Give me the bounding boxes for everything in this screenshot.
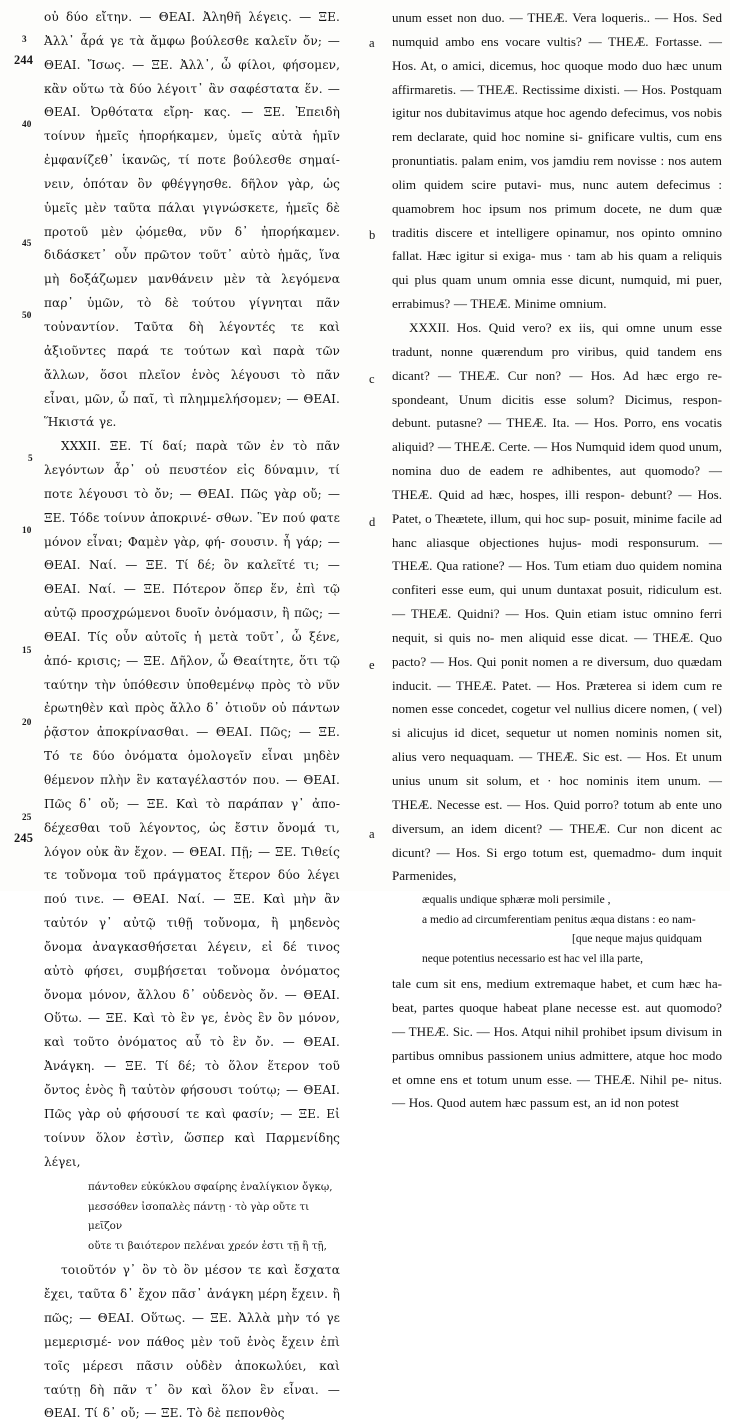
latin-line: Hos. At, o amici, dicemus, hoc quoque modo duo hæc [392, 57, 688, 73]
greek-line: — ΞΕ. Ἀλλ᾽, ὦ φίλοι, φήσομεν, κἂν οὕτω τὰ δύο [44, 57, 341, 96]
latin-line: dicant? — THEÆ. Cur non? — Hos. Ad hæc ergo re- [392, 367, 722, 383]
latin-line: — THEÆ. Sic. — Hos. Atqui nihil prohibet ipsum divisum [392, 1023, 708, 1039]
line-number-3: 3 [22, 34, 27, 44]
latin-line: quomodo? — THEÆ. Quid ad hæc, hospes, illi respon- [392, 463, 722, 502]
latin-line: duntaxat posuit, ridiculum est. — THEÆ. Quidni? — [392, 582, 722, 622]
latin-verse-line-runover: [que neque majus quidquam [572, 933, 702, 946]
latin-line: beat, partes quoque habeat plane necesse est. aut quomodo? [392, 1000, 722, 1016]
greek-line: κρισις; — ΞΕ. Δῆλον, ὦ Θεαίτητε, ὅτι τῷ ταύτην [44, 653, 340, 692]
greek-line: ΘΕΑΙ. Πῶς δ᾽ οὔ; — ΞΕ. Καὶ τὸ παράπαν γ᾽ ἀπο- [44, 773, 340, 811]
latin-line: men aliquid esse dicat. — THEÆ. Quo pacto? — Hos. Qui [392, 629, 722, 669]
greek-line: εἶναι. — ΘΕΑΙ. Τί δ᾽ οὔ; — ΞΕ. Τὸ δὲ πεπονθὸς [44, 1382, 340, 1421]
latin-line: gnificare vultis, cum ens pronuntiatis. palam enim, vos [392, 129, 722, 169]
line-number-50: 50 [22, 310, 32, 320]
latin-line: defecimus, vos nobis rem declarate, quid hoc nomine si- [392, 105, 722, 145]
stephanus-letter-e: e [369, 658, 375, 672]
greek-line: τοιοῦτόν γ᾽ ὂν τὸ ὂν μέσον τε καὶ ἔσχατα ἔχει, ταῦτα [44, 1263, 340, 1302]
latin-line: vocatis aliquid? — THEÆ. Certe. — Hos Numquid idem [392, 415, 722, 455]
greek-line: οὐ δύο εἴτην. — ΘΕΑΙ. Ἀληθῆ λέγεις. — ΞΕ. Ἀλλ᾽ [44, 10, 340, 48]
greek-line: ἔχον. — ΘΕΑΙ. Πῇ; — ΞΕ. Τιθείς τε τοὔνομα τοῦ [44, 844, 340, 883]
latin-line: posuit, minime facile ad hanc aliasque objectiones hujus- [392, 510, 722, 550]
greek-line: ἡμᾶς, ἵνα μὴ δοξάζωμεν μανθάνειν μὲν τὰ λεγόμενα [44, 248, 340, 287]
stephanus-page-245: 245 [14, 831, 34, 845]
greek-line: παρ᾽ ὑμῶν, τὸ δὲ τούτου γίγνηται πᾶν τοὐναντίον. [44, 296, 340, 334]
greek-line: κας. — ΞΕ. Ἐπειδὴ τοίνυν ἡμεῖς ἠπορήκαμεν, ὑμεῖς [44, 105, 340, 144]
latin-line: unum esset non duo. — THEÆ. Vera loqueris.. — Hos. Sed [392, 10, 722, 25]
latin-line: debunt? — Hos. Patet, o Theætete, illum, qui hoc sup- [392, 486, 722, 526]
latin-line: Hos. Postquam igitur nos dubitavimus atque hoc agendo [392, 81, 722, 121]
greek-text-block-1 [44, 6, 340, 435]
latin-line: modo et omne ens et totum unum esse. — THEÆ. Nihil pe- [392, 1047, 722, 1087]
stephanus-letter-d: d [369, 515, 376, 529]
latin-line: mus, nunc autem defecimus : quamobrem hoc ipsum nos [392, 176, 723, 216]
greek-verse-line: οὔτε τι βαιότερον πελέναι χρεόν ἐστι τῇ ἢ τῇ, [88, 1239, 327, 1252]
latin-text-block-2 [392, 316, 722, 888]
latin-line: mus · tam ab his quam a reliquis qui plus quam unum [392, 248, 722, 288]
greek-line: νον πάθος μὲν τοῦ ἑνὸς ἔχειν ἐπὶ τοῖς μέρεσι πᾶσιν [44, 1334, 340, 1373]
latin-line: ponit nomen a re diversum, duo quædam inducit. — [392, 653, 722, 693]
stephanus-letter-a2: a [369, 827, 375, 841]
greek-line: ΘΕΑΙ. Οὕτως. — ΞΕ. Ἀλλὰ μὴν τό γε μεμερισμέ- [44, 1311, 341, 1349]
latin-verse-line: a medio ad circumferentiam penitus æqua distans : eo nam- [422, 913, 696, 926]
latin-line: dum inquit Parmenides, [392, 844, 722, 884]
latin-line: quod unum, nomina duo de eadem re adhibentes, aut [392, 439, 722, 479]
greek-line: εἶναι μηδὲν θέμενον πλὴν ἓν καταγέλαστόν που. — [44, 749, 340, 787]
latin-line: etiam duo quidem nomina confiteri esse eum, qui unum [392, 558, 722, 598]
latin-line: nitus. — Hos. Quod autem hæc passum est, an id non potest [392, 1071, 722, 1111]
latin-line: ente uno diversum, an idem dicent? — THEÆ. Cur non [392, 796, 722, 836]
latin-line: esse concedet, cogetur vel nullius dicere nomen, ( vel) [431, 701, 722, 717]
greek-line: λέγοιτ᾽ ἂν σαφέστατα ἕν. — ΘΕΑΙ. Ὀρθότατα εἴρη- [44, 81, 340, 120]
stephanus-letter-c: c [369, 372, 375, 386]
latin-verse-quotation [392, 891, 722, 969]
greek-line: πράγματος ἕτερον δύο λέγει πού τινε. — ΘΕΑΙ. Ναί. [44, 868, 340, 907]
greek-text-block-3 [44, 1259, 340, 1426]
greek-line: ἆρά γε τὰ ἄμφω βούλεσθε καλεῖν ὄν; — ΘΕΑΙ. Ἴσως. [44, 33, 340, 72]
greek-line: δ᾽ ἔχον πᾶσ᾽ ἀνάγκη μέρη ἔχειν. ἢ πῶς; — [44, 1287, 341, 1326]
latin-line: THEÆ. Patet. — Hos. Præterea si idem cum re nomen [392, 677, 723, 717]
greek-verse-line: πάντοθεν εὐκύκλου σφαίρης ἐναλίγκιον ὄγκῳ, [88, 1181, 333, 1194]
greek-text-block-2 [44, 435, 340, 1174]
greek-line: καὶ παρὰ τῶν ἄλλων, ὅσοι πλεῖον ἑνὸς λέγουσι τὸ [44, 343, 340, 382]
latin-line: opinamur, nos opinto omnino fallat. Hæc igitur si exiga- [392, 224, 722, 264]
line-number-25: 25 [22, 812, 32, 822]
latin-line: omnia esse dicunt, numquid, mi puer, errabimus? — [392, 272, 722, 312]
latin-line: — THEÆ. Necesse est. — Hos. Quid porro? totum ab [392, 773, 722, 812]
latin-line: dicent ac dicunt? — Hos. Si ergo totum est, quemadmo- [392, 820, 722, 860]
line-number-10: 10 [22, 525, 32, 535]
latin-line: numquid ambo ens vocare vultis? — THEÆ. Fortasse. — [392, 33, 722, 49]
greek-line: — ΘΕΑΙ. Πῶς; — ΞΕ. Τό τε δύο ὀνόματα ὁμολογεῖν [44, 725, 340, 764]
greek-line: XXXII. ΞΕ. Τί δαί; παρὰ τῶν ἐν τὸ πᾶν λεγόντων [44, 439, 340, 478]
greek-line: νῦν δ᾽ ἠπορήκαμεν. διδάσκετ᾽ οὖν πρῶτον τοῦτ᾽ αὐτὸ [44, 224, 341, 263]
greek-line: ΘΕΑΙ. Ἥκιστά γε. [44, 391, 340, 430]
greek-verse-quotation [44, 1178, 340, 1256]
greek-line: ἓν γε, ἑνὸς ἓν ὂν μόνον, καὶ τοῦτο ὀνόματος αὖ τὸ ἓν ὄν. [44, 1011, 340, 1050]
greek-line: δέχεσθαι τοῦ λέγοντος, ὡς ἔστιν ὄνομά τι, λόγον οὐκ ἂν [44, 820, 340, 859]
greek-line: ἄλλου δ᾽ οὐδενὸς ὄν. — ΘΕΑΙ. Οὕτω. — ΞΕ. Καὶ τὸ [44, 987, 341, 1026]
greek-line: φήσει, συμβήσεται τοὔνομα ὀνόματος ὄνομα μόνον, [44, 963, 341, 1002]
greek-line: — ΘΕΑΙ. Τίς οὖν αὐτοῖς ἡ μετὰ τοῦτ᾽, ὦ ξένε, ἀπό- [44, 606, 341, 668]
latin-verse-line: neque potentius necessario est hac vel illa parte, [422, 952, 643, 965]
line-number-20: 20 [22, 717, 32, 727]
greek-verse-line: μεσσόθεν ἰσοπαλὲς πάντῃ · τὸ γὰρ οὔτε τι μεῖζον [88, 1200, 310, 1233]
stephanus-letter-b: b [369, 228, 376, 242]
latin-verse-line: æqualis undique sphæræ moli persimile , [422, 894, 611, 907]
greek-line: πᾶν εἶναι, μῶν, ὦ παῖ, τὶ πλημμελήσομεν; — [44, 367, 340, 406]
greek-line: ἆρ᾽ οὐ πευστέον εἰς δύναμιν, τί ποτε λέγουσι τὸ ὄν; — [44, 463, 341, 501]
latin-text-block-3 [392, 972, 722, 1115]
greek-line: τὴν ὑπόθεσιν ὑποθεμένῳ πρὸς τὸ νῦν ἐρωτηθὲν καὶ [44, 677, 340, 716]
latin-line: Hos. Quin etiam istuc omnino ferri nequit, si quis no- [392, 606, 722, 645]
greek-line: — ΞΕ. Καὶ μὴν ἂν ταὐτόν γ᾽ αὐτῷ τιθῇ τοὔνομα, ἢ [44, 892, 340, 931]
latin-line: tradunt, nonne quærendum pro viribus, quid tandem ens [392, 343, 722, 359]
latin-line: primum docete, ne dum quæ traditis discere et intelligere [392, 200, 722, 240]
latin-line: in partibus omnibus passionem unius admittere, atque hoc [392, 1023, 722, 1063]
line-number-40: 40 [22, 119, 32, 129]
latin-line: unum unius unum sit solum, et · hoc nominis item unum. [392, 749, 722, 788]
latin-line: debunt. putasne? — THEÆ. Ita. — Hos. Porro, ens [392, 415, 680, 431]
latin-line: si alicujus id dicet, sequetur ut nomen nominis nomen [392, 725, 700, 741]
greek-line: — ΘΕΑΙ. Ἀνάγκη. — ΞΕ. Τί δέ; τὸ ὅλον ἕτερον τοῦ [44, 1035, 341, 1074]
latin-line: unum affirmaretis. — THEÆ. Rectissime dixisti. — [392, 57, 722, 97]
latin-line: sit, alius vero nequaquam. — THEÆ. Sic est. — Hos. Et [392, 725, 722, 765]
latin-line: modi responsurum. — THEÆ. Qua ratione? — Hos. Tum [392, 534, 722, 574]
latin-line: THEÆ. Minime omnium. [470, 296, 607, 312]
stephanus-page-244: 244 [14, 53, 34, 67]
line-number-15: 15 [22, 645, 32, 655]
latin-column [368, 0, 730, 1111]
greek-line: ἐπὶ τῷ αὐτῷ προσχρώμενοι δυοῖν ὀνόμασιν, ἢ πῶς; [44, 582, 341, 621]
greek-line: ἐστὶν, ὥσπερ καὶ Παρμενίδης λέγει, [44, 1130, 340, 1169]
greek-line: νειν, ὁπόταν ὂν φθέγγησθε. δῆλον γὰρ, ὡς ὑμεῖς μὲν [44, 176, 340, 215]
greek-line: πρὸς ἄλλο δ᾽ ὁτιοῦν οὐ πάντων ῥᾷστον ἀποκρίνασθαι. [44, 701, 341, 740]
greek-line: μηδενὸς ὄνομα ἀναγκασθήσεται λέγειν, εἰ δέ τινος αὐτὸ [44, 916, 340, 978]
greek-line: ὄντος ἑνὸς ἢ ταὐτὸν φήσουσι τούτῳ; — ΘΕΑΙ. Πῶς [44, 1082, 340, 1121]
latin-line: spondeant, Unum dicitis esse solum? Dicimus, respon- [392, 391, 722, 407]
latin-text-block-1 [392, 6, 722, 316]
latin-line: jamdiu rem novisse : nos autem olim quidem scire putavi- [392, 153, 722, 192]
line-number-5: 5 [28, 453, 33, 463]
greek-line: οὐδὲν ἀποκωλύει, καὶ ταύτῃ δὴ πᾶν τ᾽ ὂν καὶ ὅλον ἓν [44, 1358, 340, 1397]
greek-line: καλεῖτέ τι; — ΘΕΑΙ. Ναί. — ΞΕ. Πότερον ὅπερ ἕν, [44, 558, 340, 597]
greek-line: σουσιν. ἦ γάρ; — ΘΕΑΙ. Ναί. — ΞΕ. Τί δέ; ὂν [44, 534, 340, 573]
greek-line: ταῦτα πάλαι γιγνώσκετε, ἡμεῖς δὲ προτοῦ μὲν ᾠόμεθα, [44, 200, 340, 239]
greek-line: σθων. Ἓν πού φατε μόνον εἶναι; Φαμὲν γὰρ, φή- [44, 510, 341, 549]
greek-line: γὰρ οὐ φήσουσί τε καὶ φασίν; — ΞΕ. Εἰ τοίνυν ὅλον [44, 1106, 340, 1145]
latin-line: XXXII. Hos. Quid vero? ex iis, qui omne unum esse [409, 319, 722, 335]
greek-line: ΘΕΑΙ. Πῶς γὰρ οὔ; — ΞΕ. Τόδε τοίνυν ἀποκρινέ- [44, 486, 341, 525]
latin-line: tale cum sit ens, medium extremaque habet, et cum hæc ha- [392, 976, 722, 992]
line-number-45: 45 [22, 238, 32, 248]
stephanus-letter-a: a [369, 36, 375, 50]
greek-line: αὐτὰ ἡμῖν ἐμφανίζεθ᾽ ἱκανῶς, τί ποτε βούλεσθε σημαί- [44, 129, 341, 168]
greek-line: Ταῦτα δὴ λέγοντές τε καὶ ἀξιοῦντες παρά τε τούτων [44, 319, 340, 358]
